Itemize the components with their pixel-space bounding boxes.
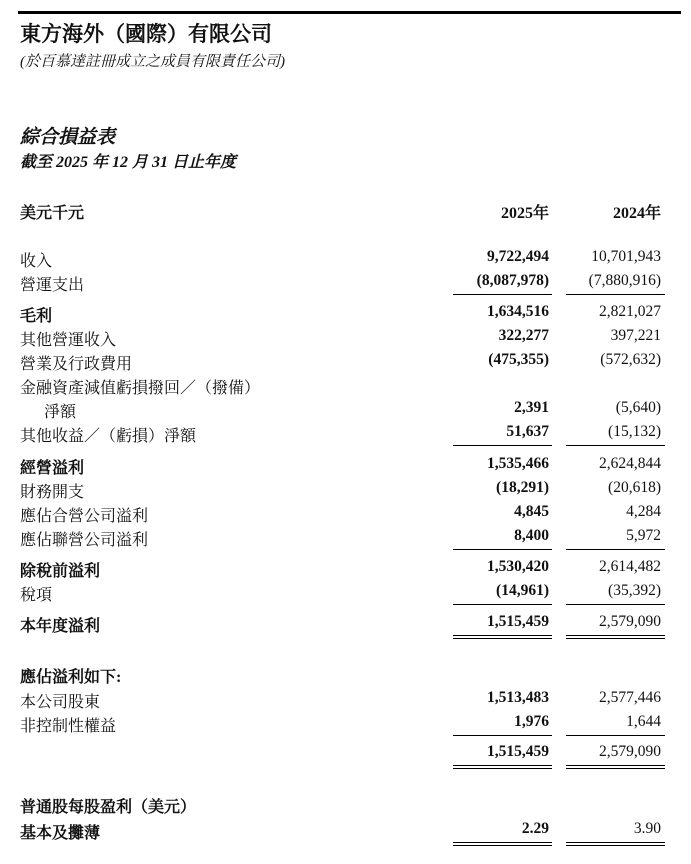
row-label: 金融資產減值虧損撥回／（撥備） xyxy=(20,380,261,397)
value-2024: (7,880,916) xyxy=(588,272,661,289)
company-subtitle: (於百慕達註冊成立之成員有限責任公司) xyxy=(20,54,285,70)
table-row xyxy=(0,423,691,445)
total-rule xyxy=(566,845,665,846)
subtotal-rule xyxy=(566,604,665,605)
total-rule xyxy=(566,638,665,639)
total-rule xyxy=(566,765,665,766)
subtotal-rule xyxy=(453,445,552,446)
row-label: 應佔聯營公司溢利 xyxy=(20,532,149,549)
subtotal-rule xyxy=(566,549,665,550)
value-2024: (20,618) xyxy=(608,479,661,496)
value-2025: (8,087,978) xyxy=(476,272,549,289)
row-label: 淨額 xyxy=(44,404,77,421)
table-row xyxy=(0,664,691,686)
total-rule xyxy=(453,845,552,846)
value-2025: 8,400 xyxy=(514,527,549,544)
table-row xyxy=(0,713,691,735)
subtotal-rule xyxy=(453,604,552,605)
value-2025: 2,391 xyxy=(514,399,549,416)
row-label: 非控制性權益 xyxy=(20,718,117,735)
subtotal-rule xyxy=(453,735,552,736)
row-label: 稅項 xyxy=(20,587,53,604)
subtotal-rule xyxy=(566,294,665,295)
subtotal-rule xyxy=(566,735,665,736)
value-2024: 2,579,090 xyxy=(599,743,661,760)
table-row xyxy=(0,820,691,842)
value-2025: 1,530,420 xyxy=(487,558,549,575)
table-row xyxy=(0,689,691,711)
row-label: 毛利 xyxy=(20,308,53,325)
table-row xyxy=(0,613,691,635)
total-rule xyxy=(453,765,552,766)
total-rule xyxy=(566,635,665,636)
row-label: 其他營運收入 xyxy=(20,332,117,349)
subtotal-rule xyxy=(566,445,665,446)
value-2024: (35,392) xyxy=(608,582,661,599)
subtotal-rule xyxy=(453,294,552,295)
table-row xyxy=(0,351,691,373)
row-label: 基本及攤薄 xyxy=(20,825,101,842)
value-2025: 9,722,494 xyxy=(487,248,549,265)
row-label: 財務開支 xyxy=(20,484,85,501)
value-2025: 1,634,516 xyxy=(487,303,549,320)
table-row xyxy=(0,327,691,349)
value-2025: (475,355) xyxy=(488,351,549,368)
total-rule xyxy=(453,842,552,843)
subtotal-rule xyxy=(453,549,552,550)
table-row xyxy=(0,248,691,270)
value-2024: 2,579,090 xyxy=(599,613,661,630)
row-label: 收入 xyxy=(20,253,53,270)
value-2024: 2,624,844 xyxy=(599,455,661,472)
value-2025: 1,976 xyxy=(514,713,549,730)
value-2024: 5,972 xyxy=(626,527,661,544)
value-2025: 322,277 xyxy=(498,327,549,344)
currency-unit: 美元千元 xyxy=(20,205,85,222)
top-rule xyxy=(18,11,681,14)
section-heading: 應佔溢利如下: xyxy=(20,669,122,686)
table-row xyxy=(0,272,691,294)
table-row xyxy=(0,558,691,580)
value-2025: 4,845 xyxy=(514,503,549,520)
total-rule xyxy=(453,638,552,639)
value-2025: 1,513,483 xyxy=(487,689,549,706)
value-2025: 51,637 xyxy=(506,423,549,440)
table-row xyxy=(0,743,691,765)
row-label: 本年度溢利 xyxy=(20,618,101,635)
table-row xyxy=(0,479,691,501)
value-2024: 397,221 xyxy=(610,327,661,344)
row-label: 營運支出 xyxy=(20,277,85,294)
total-rule xyxy=(453,635,552,636)
company-name: 東方海外（國際）有限公司 xyxy=(20,22,272,46)
column-header-2025: 2025年 xyxy=(500,205,549,222)
row-label: 本公司股東 xyxy=(20,694,101,711)
value-2024: 1,644 xyxy=(626,713,661,730)
table-row xyxy=(0,527,691,549)
value-2025: 1,535,466 xyxy=(487,455,549,472)
column-header-2024: 2024年 xyxy=(612,205,661,222)
value-2025: 2.29 xyxy=(521,820,549,837)
value-2024: (572,632) xyxy=(600,351,661,368)
value-2024: 2,821,027 xyxy=(599,303,661,320)
value-2025: 1,515,459 xyxy=(487,613,549,630)
table-row xyxy=(0,375,691,397)
table-row xyxy=(0,582,691,604)
value-2024: 2,614,482 xyxy=(599,558,661,575)
value-2024: (5,640) xyxy=(615,399,661,416)
statement-title: 綜合損益表 xyxy=(20,127,116,148)
total-rule xyxy=(453,768,552,769)
table-row xyxy=(0,303,691,325)
table-row xyxy=(0,503,691,525)
row-label: 營業及行政費用 xyxy=(20,356,133,373)
total-rule xyxy=(566,768,665,769)
value-2025: (18,291) xyxy=(496,479,549,496)
statement-period: 截至 2025 年 12 月 31 日止年度 xyxy=(20,154,237,171)
value-2024: 4,284 xyxy=(626,503,661,520)
row-label: 除稅前溢利 xyxy=(20,563,101,580)
table-row xyxy=(0,455,691,477)
row-label: 其他收益／（虧損）淨額 xyxy=(20,428,197,445)
value-2025: (14,961) xyxy=(496,582,549,599)
value-2025: 1,515,459 xyxy=(487,743,549,760)
value-2024: 2,577,446 xyxy=(599,689,661,706)
row-label: 應佔合營公司溢利 xyxy=(20,508,149,525)
total-rule xyxy=(566,842,665,843)
section-heading: 普通股每股盈利（美元） xyxy=(20,799,197,816)
row-label: 經營溢利 xyxy=(20,460,85,477)
value-2024: 10,701,943 xyxy=(591,248,661,265)
table-row xyxy=(0,794,691,816)
value-2024: 3.90 xyxy=(633,820,661,837)
table-row xyxy=(0,399,691,421)
value-2024: (15,132) xyxy=(608,423,661,440)
